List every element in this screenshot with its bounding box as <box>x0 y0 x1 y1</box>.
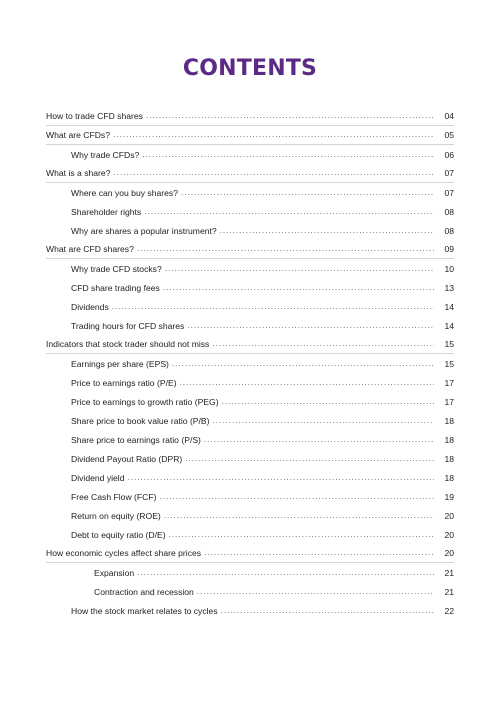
toc-entry-label: Price to earnings to growth ratio (PEG) <box>71 396 219 407</box>
dot-leader <box>220 226 434 236</box>
toc-entry[interactable] <box>46 278 454 297</box>
toc-entry-label: Indicators that stock trader should not miss <box>46 339 210 349</box>
toc-entry-label: How the stock market relates to cycles <box>71 605 218 616</box>
toc-entry-page-number: 20 <box>444 529 454 540</box>
toc-entry-page-number: 17 <box>444 377 454 388</box>
toc-entry[interactable] <box>46 126 454 145</box>
dot-leader <box>181 188 434 198</box>
dot-leader <box>165 264 434 274</box>
toc-entry-page-number: 15 <box>444 339 454 349</box>
toc-entry[interactable] <box>46 601 454 620</box>
toc-entry-page-number: 14 <box>444 301 454 312</box>
toc-entry-page-number: 21 <box>444 567 454 578</box>
toc-entry-page-number: 17 <box>444 396 454 407</box>
dot-leader <box>204 435 434 445</box>
toc-entry-label: Dividends <box>71 301 109 312</box>
toc-entry-page-number: 09 <box>444 244 454 254</box>
toc-entry-label: Earnings per share (EPS) <box>71 358 169 369</box>
toc-entry-label: Why trade CFDs? <box>71 149 140 160</box>
toc-entry[interactable] <box>46 468 454 487</box>
toc-entry[interactable] <box>46 145 454 164</box>
dot-leader <box>222 397 434 407</box>
toc-entry[interactable] <box>46 411 454 430</box>
toc-entry[interactable] <box>46 525 454 544</box>
toc-entry[interactable] <box>46 164 454 183</box>
toc-entry-page-number: 20 <box>444 510 454 521</box>
dot-leader <box>213 416 434 426</box>
dot-leader <box>180 378 434 388</box>
toc-entry-page-number: 15 <box>444 358 454 369</box>
dot-leader <box>159 492 434 502</box>
toc-entry-page-number: 18 <box>444 434 454 445</box>
toc-entry[interactable] <box>46 544 454 563</box>
toc-entry[interactable] <box>46 430 454 449</box>
dot-leader <box>113 130 434 140</box>
toc-entry-page-number: 10 <box>444 263 454 274</box>
toc-entry[interactable] <box>46 487 454 506</box>
toc-entry-label: What is a share? <box>46 168 111 178</box>
dot-leader <box>113 168 434 178</box>
toc-entry[interactable] <box>46 183 454 202</box>
toc-entry-label: What are CFDs? <box>46 130 110 140</box>
toc-entry-page-number: 14 <box>444 320 454 331</box>
dot-leader <box>164 511 434 521</box>
toc-entry-label: Expansion <box>94 567 135 578</box>
toc-entry-label: Price to earnings ratio (P/E) <box>71 377 177 388</box>
toc-entry-page-number: 21 <box>444 586 454 597</box>
toc-entry[interactable] <box>46 354 454 373</box>
toc-entry-label: Contraction and recession <box>94 586 194 597</box>
toc-entry[interactable] <box>46 563 454 582</box>
toc-entry-label: Return on equity (ROE) <box>71 510 161 521</box>
toc-entry-page-number: 18 <box>444 415 454 426</box>
dot-leader <box>163 283 434 293</box>
dot-leader <box>146 111 434 121</box>
toc-entry-page-number: 13 <box>444 282 454 293</box>
toc-entry-label: What are CFD shares? <box>46 244 134 254</box>
toc-entry-label: Where can you buy shares? <box>71 187 179 198</box>
dot-leader <box>212 339 434 349</box>
toc-entry-page-number: 20 <box>444 548 454 558</box>
dot-leader <box>204 548 434 558</box>
toc-entry-label: Trading hours for CFD shares <box>71 320 185 331</box>
toc-entry-page-number: 08 <box>444 206 454 217</box>
toc-entry-page-number: 19 <box>444 491 454 502</box>
toc-entry-label: Share price to book value ratio (P/B) <box>71 415 210 426</box>
toc-entry[interactable] <box>46 449 454 468</box>
dot-leader <box>144 207 434 217</box>
toc-entry-page-number: 07 <box>444 187 454 198</box>
dot-leader <box>169 530 434 540</box>
toc-entry-page-number: 08 <box>444 225 454 236</box>
toc-entry[interactable] <box>46 240 454 259</box>
toc-entry-label: Debt to equity ratio (D/E) <box>71 529 166 540</box>
toc-entry[interactable] <box>46 582 454 601</box>
toc-entry[interactable] <box>46 335 454 354</box>
toc-entry-page-number: 04 <box>444 111 454 121</box>
toc-entry[interactable] <box>46 373 454 392</box>
toc-entry-page-number: 22 <box>444 605 454 616</box>
toc-entry-label: Why trade CFD stocks? <box>71 263 162 274</box>
toc-entry[interactable] <box>46 202 454 221</box>
toc-entry-page-number: 07 <box>444 168 454 178</box>
toc-entry-page-number: 18 <box>444 453 454 464</box>
toc-entry[interactable] <box>46 392 454 411</box>
toc-entry-label: Free Cash Flow (FCF) <box>71 491 157 502</box>
toc-entry-label: Dividend yield <box>71 472 125 483</box>
toc-entry[interactable] <box>46 316 454 335</box>
toc-entry[interactable] <box>46 107 454 126</box>
toc-entry-label: How to trade CFD shares <box>46 111 143 121</box>
toc-entry-label: Shareholder rights <box>71 206 142 217</box>
dot-leader <box>172 359 434 369</box>
dot-leader <box>142 150 434 160</box>
toc-entry[interactable] <box>46 506 454 525</box>
toc-entry-label: Why are shares a popular instrument? <box>71 225 217 236</box>
toc-entry-page-number: 06 <box>444 149 454 160</box>
dot-leader <box>137 568 434 578</box>
toc-entry[interactable] <box>46 297 454 316</box>
dot-leader <box>197 587 434 597</box>
toc-entry[interactable] <box>46 221 454 240</box>
dot-leader <box>137 244 434 254</box>
page-title: CONTENTS <box>182 56 318 81</box>
dot-leader <box>112 302 434 312</box>
table-of-contents <box>46 107 454 620</box>
toc-entry-page-number: 05 <box>444 130 454 140</box>
dot-leader <box>187 321 434 331</box>
toc-entry-page-number: 18 <box>444 472 454 483</box>
toc-entry-label: Dividend Payout Ratio (DPR) <box>71 453 183 464</box>
toc-entry-label: CFD share trading fees <box>71 282 160 293</box>
toc-entry-label: Share price to earnings ratio (P/S) <box>71 434 201 445</box>
dot-leader <box>221 606 434 616</box>
dot-leader <box>128 473 434 483</box>
toc-entry[interactable] <box>46 259 454 278</box>
toc-entry-label: How economic cycles affect share prices <box>46 548 202 558</box>
dot-leader <box>185 454 434 464</box>
